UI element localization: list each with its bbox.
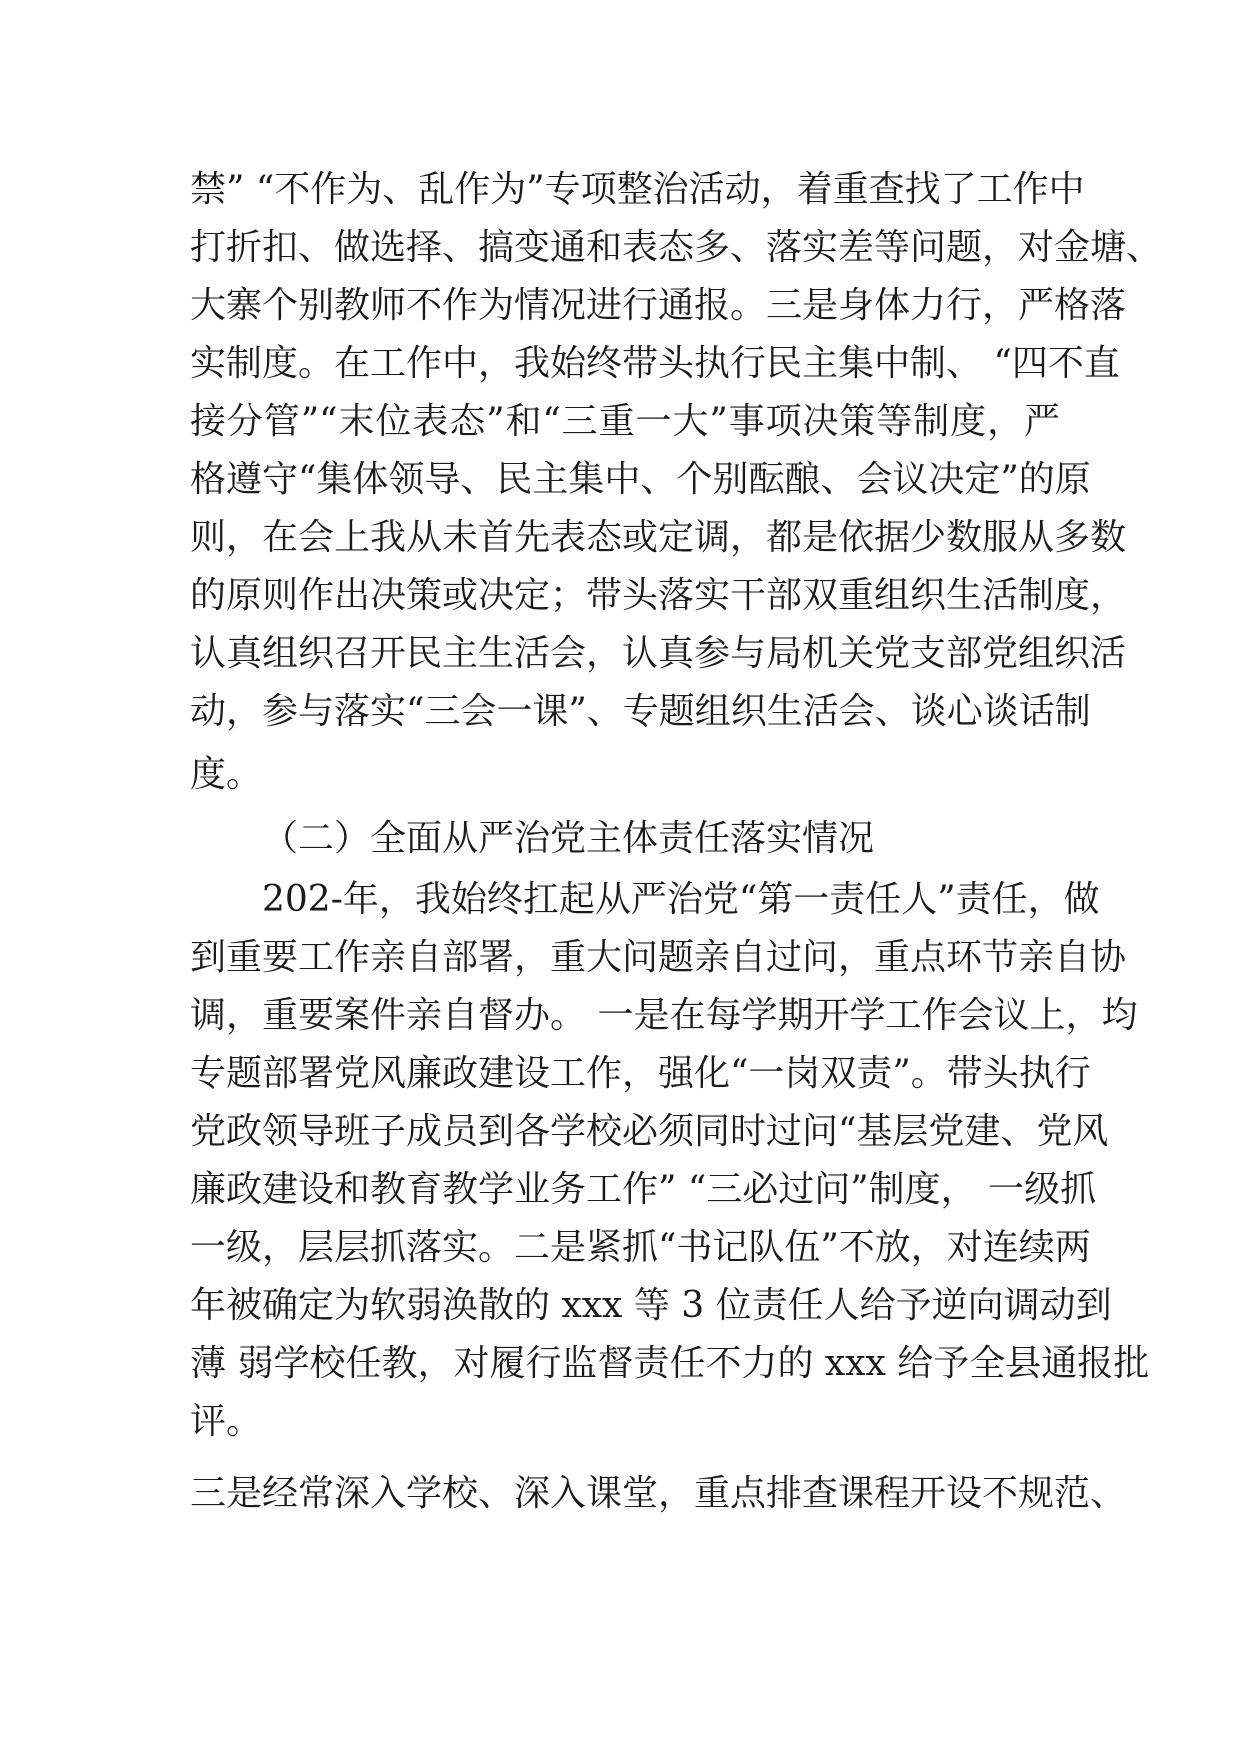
body-line-6: 格遵守“集体领导、民主集中、个别酝酿、会议决定”的原 bbox=[190, 459, 1091, 500]
body-line-15: 调，重要案件亲自督办。 一是在每学期开学工作会议上，均 bbox=[190, 995, 1138, 1036]
body-line-22: 评。 bbox=[190, 1401, 263, 1442]
section-heading: （二）全面从严治党主体责任落实情况 bbox=[262, 818, 875, 859]
body-line-23: 三是经常深入学校、深入课堂，重点排查课程开设不规范、 bbox=[190, 1473, 1127, 1514]
body-line-11: 度。 bbox=[190, 754, 263, 795]
body-line-14: 到重要工作亲自部署，重大问题亲自过问，重点环节亲自协 bbox=[190, 937, 1127, 978]
body-line-5: 接分管”“末位表态”和“三重一大”事项决策等制度，严 bbox=[190, 401, 1060, 442]
body-line-1: 禁” “不作为、乱作为”专项整治活动，着重查找了工作中 bbox=[190, 169, 1085, 210]
body-line-19: 一级，层层抓落实。二是紧抓“书记队伍”不放，对连续两 bbox=[190, 1227, 1091, 1268]
body-line-21: 薄 弱学校任教，对履行监督责任不力的 xxx 给予全县通报批 bbox=[190, 1343, 1150, 1384]
body-line-7: 则，在会上我从未首先表态或定调，都是依据少数服从多数 bbox=[190, 517, 1127, 558]
body-line-18: 廉政建设和教育教学业务工作” “三必过问”制度， 一级抓 bbox=[190, 1169, 1097, 1210]
body-line-4: 实制度。在工作中，我始终带头执行民主集中制、 “四不直 bbox=[190, 343, 1120, 384]
body-line-20: 年被确定为软弱涣散的 xxx 等 3 位责任人给予逆向调动到 bbox=[190, 1285, 1112, 1326]
body-line-9: 认真组织召开民主生活会，认真参与局机关党支部党组织活 bbox=[190, 633, 1127, 674]
body-line-8: 的原则作出决策或决定；带头落实干部双重组织生活制度， bbox=[190, 575, 1127, 616]
body-line-16: 专题部署党风廉政建设工作，强化“一岗双责”。带头执行 bbox=[190, 1053, 1091, 1094]
body-line-13: 202-年，我始终扛起从严治党“第一责任人”责任，做 bbox=[262, 879, 1100, 920]
body-line-17: 党政领导班子成员到各学校必须同时过问“基层党建、党风 bbox=[190, 1111, 1109, 1152]
body-line-3: 大寨个别教师不作为情况进行通报。三是身体力行，严格落 bbox=[190, 285, 1127, 326]
body-line-2: 打折扣、做选择、搞变通和表态多、落实差等问题，对金塘、 bbox=[190, 227, 1163, 268]
body-line-10: 动，参与落实“三会一课”、专题组织生活会、谈心谈话制 bbox=[190, 691, 1091, 732]
